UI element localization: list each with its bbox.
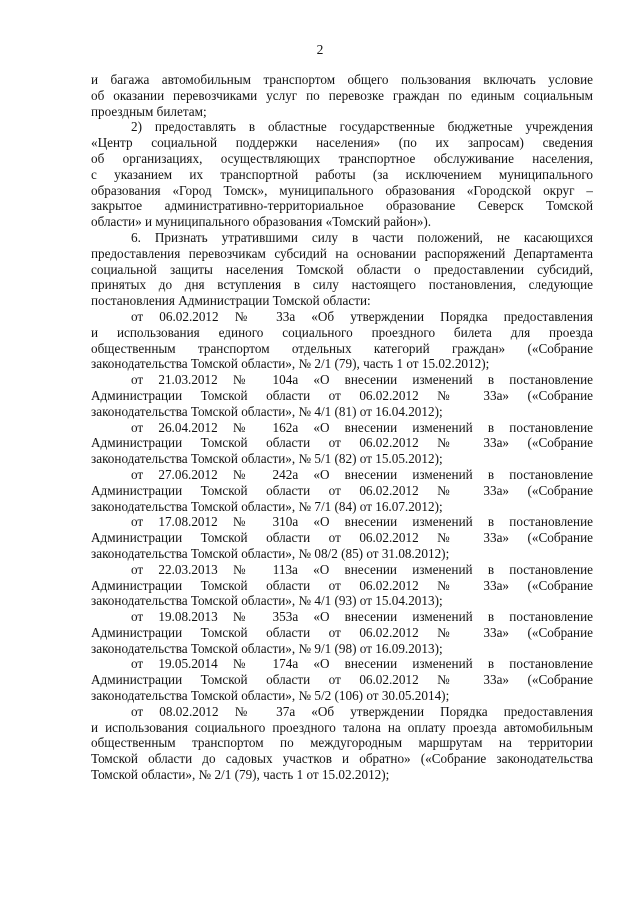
text-line: общественным транспортом по междугородным маршрутам на территории (91, 735, 593, 751)
text-line: закрытое административно-территориальное образование Северск Томской (91, 198, 593, 214)
page-number: 2 (316, 42, 324, 57)
text-line: образования «Город Томск», муниципального образования «Городской округ – (91, 182, 593, 198)
text-line: Администрации Томской области от 06.02.2012 № 33а» («Собрание (91, 387, 593, 403)
text-line: 6. Признать утратившими силу в части положений, не касающихся (131, 229, 593, 245)
text-line: от 19.08.2013 № 353а «О внесении изменений в постановление (131, 609, 593, 625)
text-line: от 27.06.2012 № 242а «О внесении изменений в постановление (131, 466, 593, 482)
document-body (91, 72, 593, 783)
text-line: об организациях, осуществляющих транспортное обслуживание населения, (91, 150, 593, 166)
text-line: от 19.05.2014 № 174а «О внесении изменений в постановление (131, 656, 593, 672)
text-line: законодательства Томской области», № 9/1 (98) от 16.09.2013); (91, 640, 443, 656)
text-line: Администрации Томской области от 06.02.2012 № 33а» («Собрание (91, 435, 593, 451)
text-line: законодательства Томской области», № 08/2 (85) от 31.08.2012); (91, 545, 450, 561)
text-line: законодательства Томской области», № 4/1 (81) от 16.04.2012); (91, 403, 443, 419)
text-line: и багажа автомобильным транспортом общего пользования включать условие (91, 72, 593, 87)
text-line: Томской области», № 2/1 (79), часть 1 от 15.02.2012); (91, 767, 390, 783)
text-line: от 26.04.2012 № 162а «О внесении изменений в постановление (131, 419, 593, 435)
text-line: от 06.02.2012 № 33а «Об утверждении Порядка предоставления (131, 308, 593, 324)
text-line: 2) предоставлять в областные государственные бюджетные учреждения (131, 119, 593, 135)
text-line: законодательства Томской области», № 4/1 (93) от 15.04.2013); (91, 593, 443, 609)
text-line: об оказании перевозчиками услуг по перевозке граждан по единым социальным (91, 87, 593, 103)
text-line: Томской области до садовых участков и обратно» («Собрание законодательства (91, 751, 593, 767)
text-line: области» и муниципального образования «Томский район»). (91, 214, 432, 230)
text-line: от 08.02.2012 № 37а «Об утверждении Порядка предоставления (131, 703, 593, 719)
text-line: Администрации Томской области от 06.02.2012 № 33а» («Собрание (91, 672, 593, 688)
text-line: законодательства Томской области», № 5/2 (106) от 30.05.2014); (91, 688, 450, 704)
text-line: и использования социального проездного талона на оплату проезда автомобильным (91, 719, 593, 735)
text-line: с указанием их транспортной работы (за исключением муниципального (91, 166, 593, 182)
text-line: проездным билетам; (91, 103, 207, 119)
text-line: «Центр социальной поддержки населения» (по их запросам) сведения (91, 135, 593, 151)
text-line: и использования единого социального проездного билета для проезда (91, 324, 593, 340)
text-line: принятых до дня вступления в силу настоящего постановления, следующие (91, 277, 593, 293)
text-line: от 21.03.2012 № 104а «О внесении изменений в постановление (131, 372, 593, 388)
text-line: предоставления перевозчикам субсидий на основании распоряжений Департамента (91, 245, 593, 261)
text-line: Администрации Томской области от 06.02.2012 № 33а» («Собрание (91, 530, 593, 546)
text-line: общественным транспортом отдельных категорий граждан» («Собрание (91, 340, 593, 356)
text-line: социальной защиты населения Томской области о предоставлении субсидий, (91, 261, 593, 277)
text-line: от 22.03.2013 № 113а «О внесении изменений в постановление (131, 561, 593, 577)
text-line: Администрации Томской области от 06.02.2012 № 33а» («Собрание (91, 482, 593, 498)
text-line: постановления Администрации Томской области: (91, 293, 371, 309)
text-line: законодательства Томской области», № 7/1 (84) от 16.07.2012); (91, 498, 443, 514)
text-line: законодательства Томской области», № 2/1 (79), часть 1 от 15.02.2012); (91, 356, 490, 372)
text-line: от 17.08.2012 № 310а «О внесении изменений в постановление (131, 514, 593, 530)
text-line: Администрации Томской области от 06.02.2012 № 33а» («Собрание (91, 624, 593, 640)
text-line: Администрации Томской области от 06.02.2012 № 33а» («Собрание (91, 577, 593, 593)
text-line: законодательства Томской области», № 5/1 (82) от 15.05.2012); (91, 451, 443, 467)
